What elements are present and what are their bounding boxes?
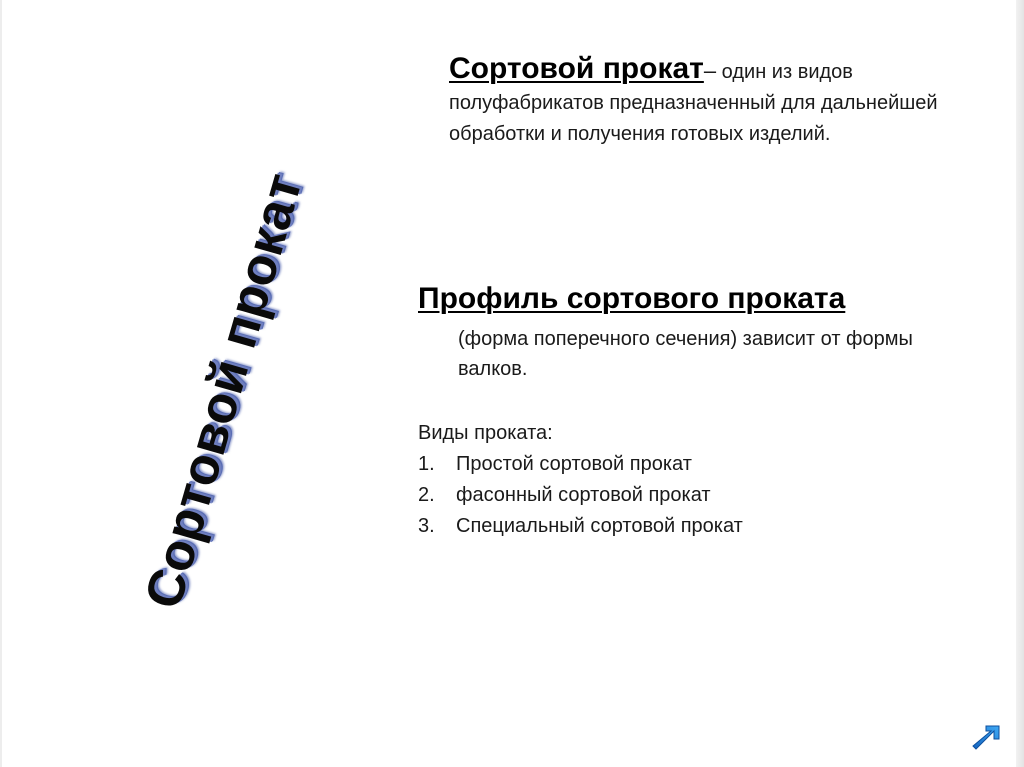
arrow-up-right-icon[interactable] xyxy=(970,719,1006,755)
list-item-label: фасонный сортовой прокат xyxy=(456,484,711,506)
list-item-number: 1. xyxy=(418,453,435,475)
list-item xyxy=(418,449,978,480)
profile-description: (форма поперечного сечения) зависит от формы валков. xyxy=(458,328,913,380)
definition-term: Сортовой прокат xyxy=(449,52,704,85)
types-heading: Виды проката: xyxy=(418,422,553,444)
list-item-label: Простой сортовой прокат xyxy=(456,453,692,475)
profile-title: Профиль сортового проката xyxy=(418,282,846,315)
list-item xyxy=(418,480,978,511)
slide-border xyxy=(1016,0,1024,767)
definition-block xyxy=(449,53,969,150)
definition-text: один из видов полуфабрикатов предназначенный для дальнейшей обработки и получения готовых изделий. xyxy=(449,61,938,145)
list-item-number: 3. xyxy=(418,515,435,537)
side-title: Сортовой прокат xyxy=(134,167,314,615)
list-item-number: 2. xyxy=(418,484,435,506)
types-list xyxy=(418,449,978,542)
list-item-label: Специальный сортовой прокат xyxy=(456,515,743,537)
types-block xyxy=(418,418,978,542)
definition-dash: – xyxy=(703,58,717,83)
list-item xyxy=(418,511,978,542)
slide-border xyxy=(0,0,2,767)
